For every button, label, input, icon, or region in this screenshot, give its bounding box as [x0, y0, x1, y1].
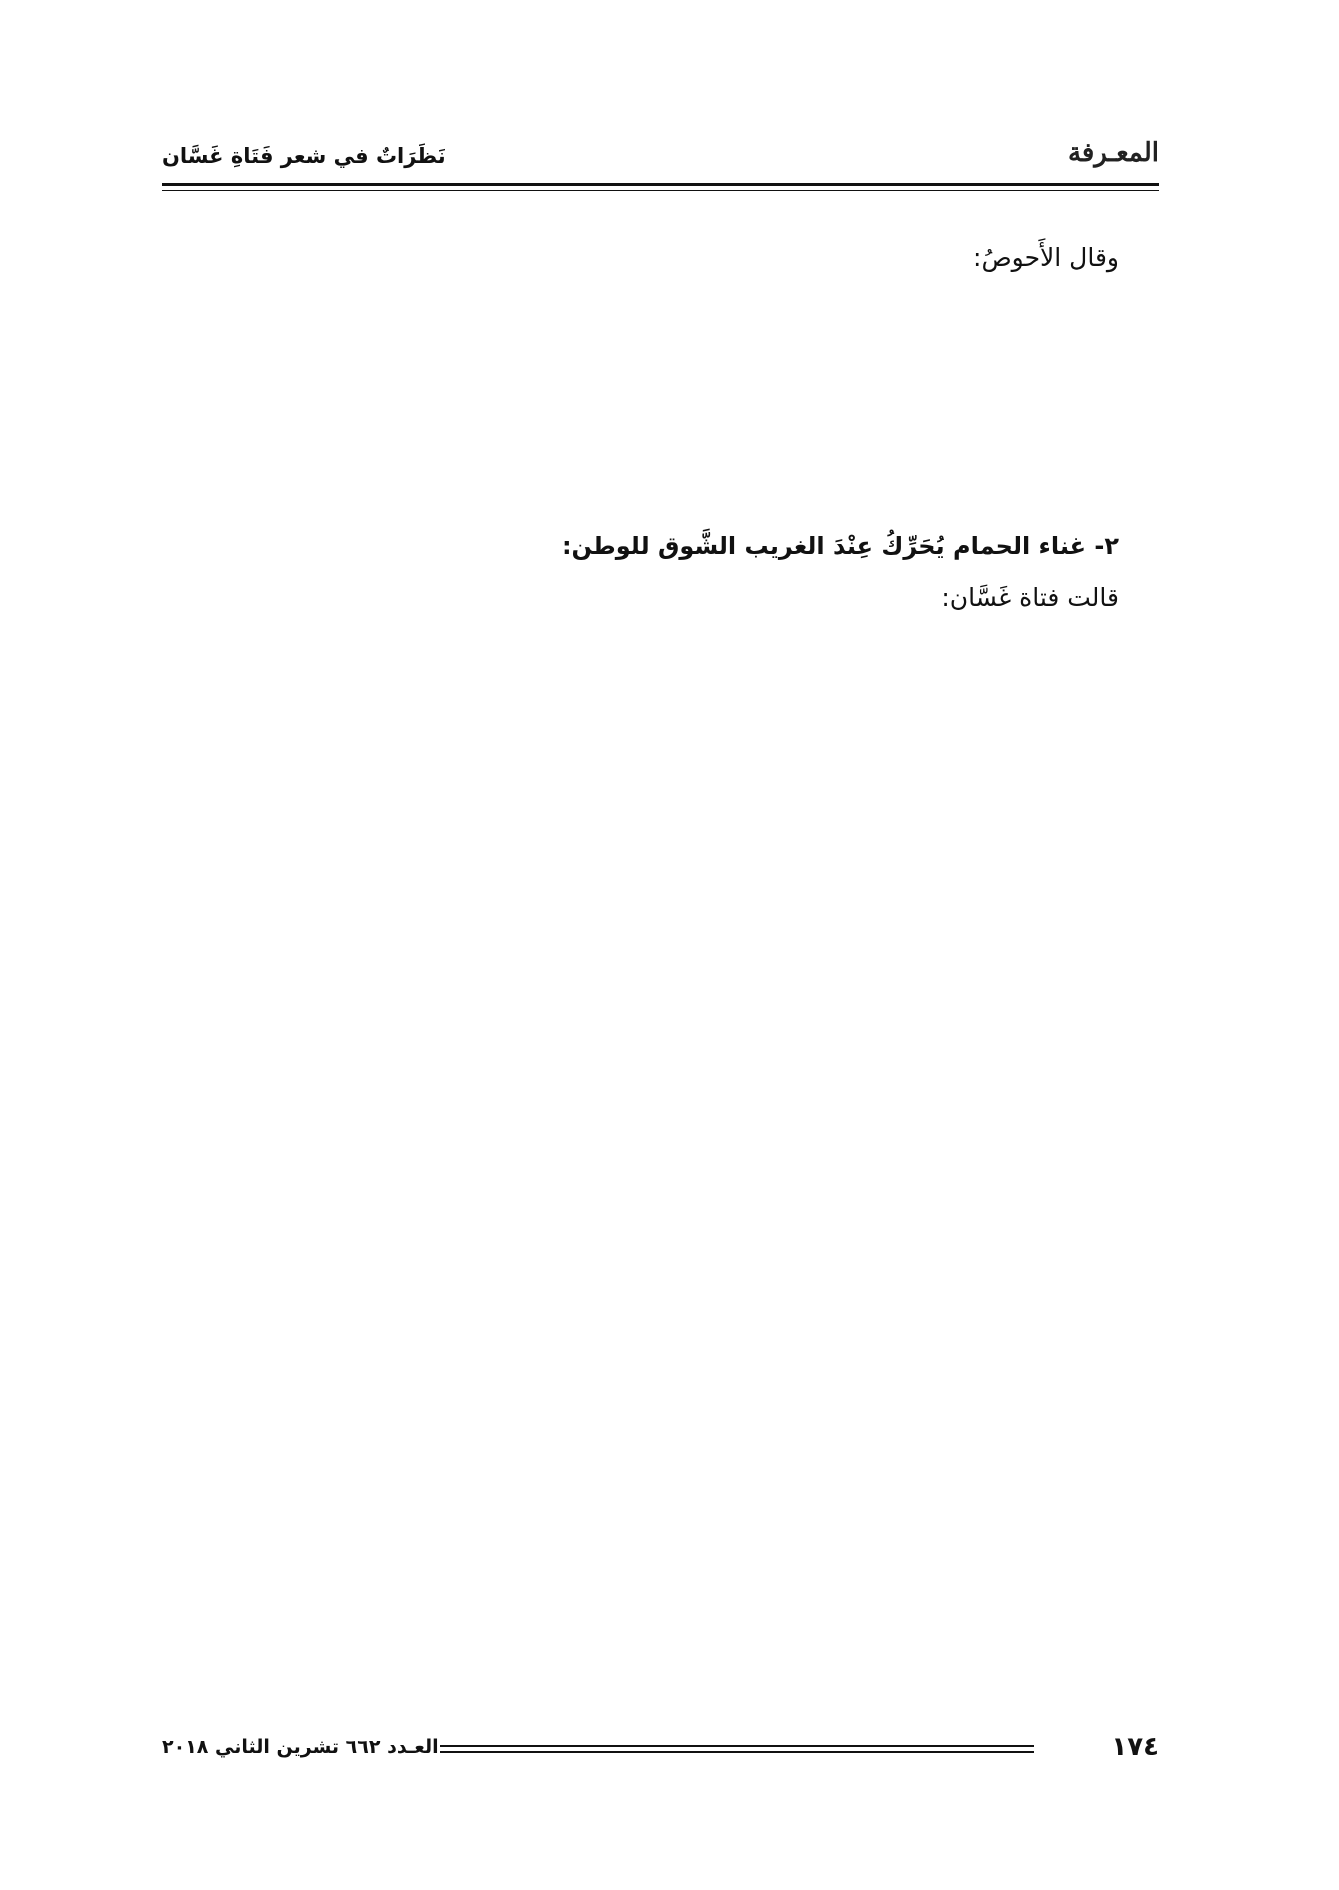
page-header: [162, 130, 1159, 190]
header-rule-thick: [162, 183, 1159, 186]
page-number: ١٧٤: [1111, 1732, 1159, 1762]
intro-ghassan: قالت فتاة غَسَّان:: [941, 583, 1119, 612]
intro-al-ahwas: وقال الأَحوصُ:: [973, 243, 1119, 272]
running-title: نَظَرَاتٌ في شعر فَتَاةِ غَسَّان: [162, 144, 446, 168]
header-rule-thin: [162, 190, 1159, 191]
section-heading-2: ٢- غناء الحمام يُحَرِّكُ عِنْدَ الغريب الشَّوق للوطن:: [561, 532, 1119, 560]
issue-info: العـدد ٦٦٢ تشرين الثاني ٢٠١٨: [162, 1736, 439, 1758]
footer-rule-2: [440, 1751, 1034, 1753]
footer-rule: [440, 1745, 1034, 1747]
journal-logo: المعـرفة: [1067, 138, 1159, 168]
